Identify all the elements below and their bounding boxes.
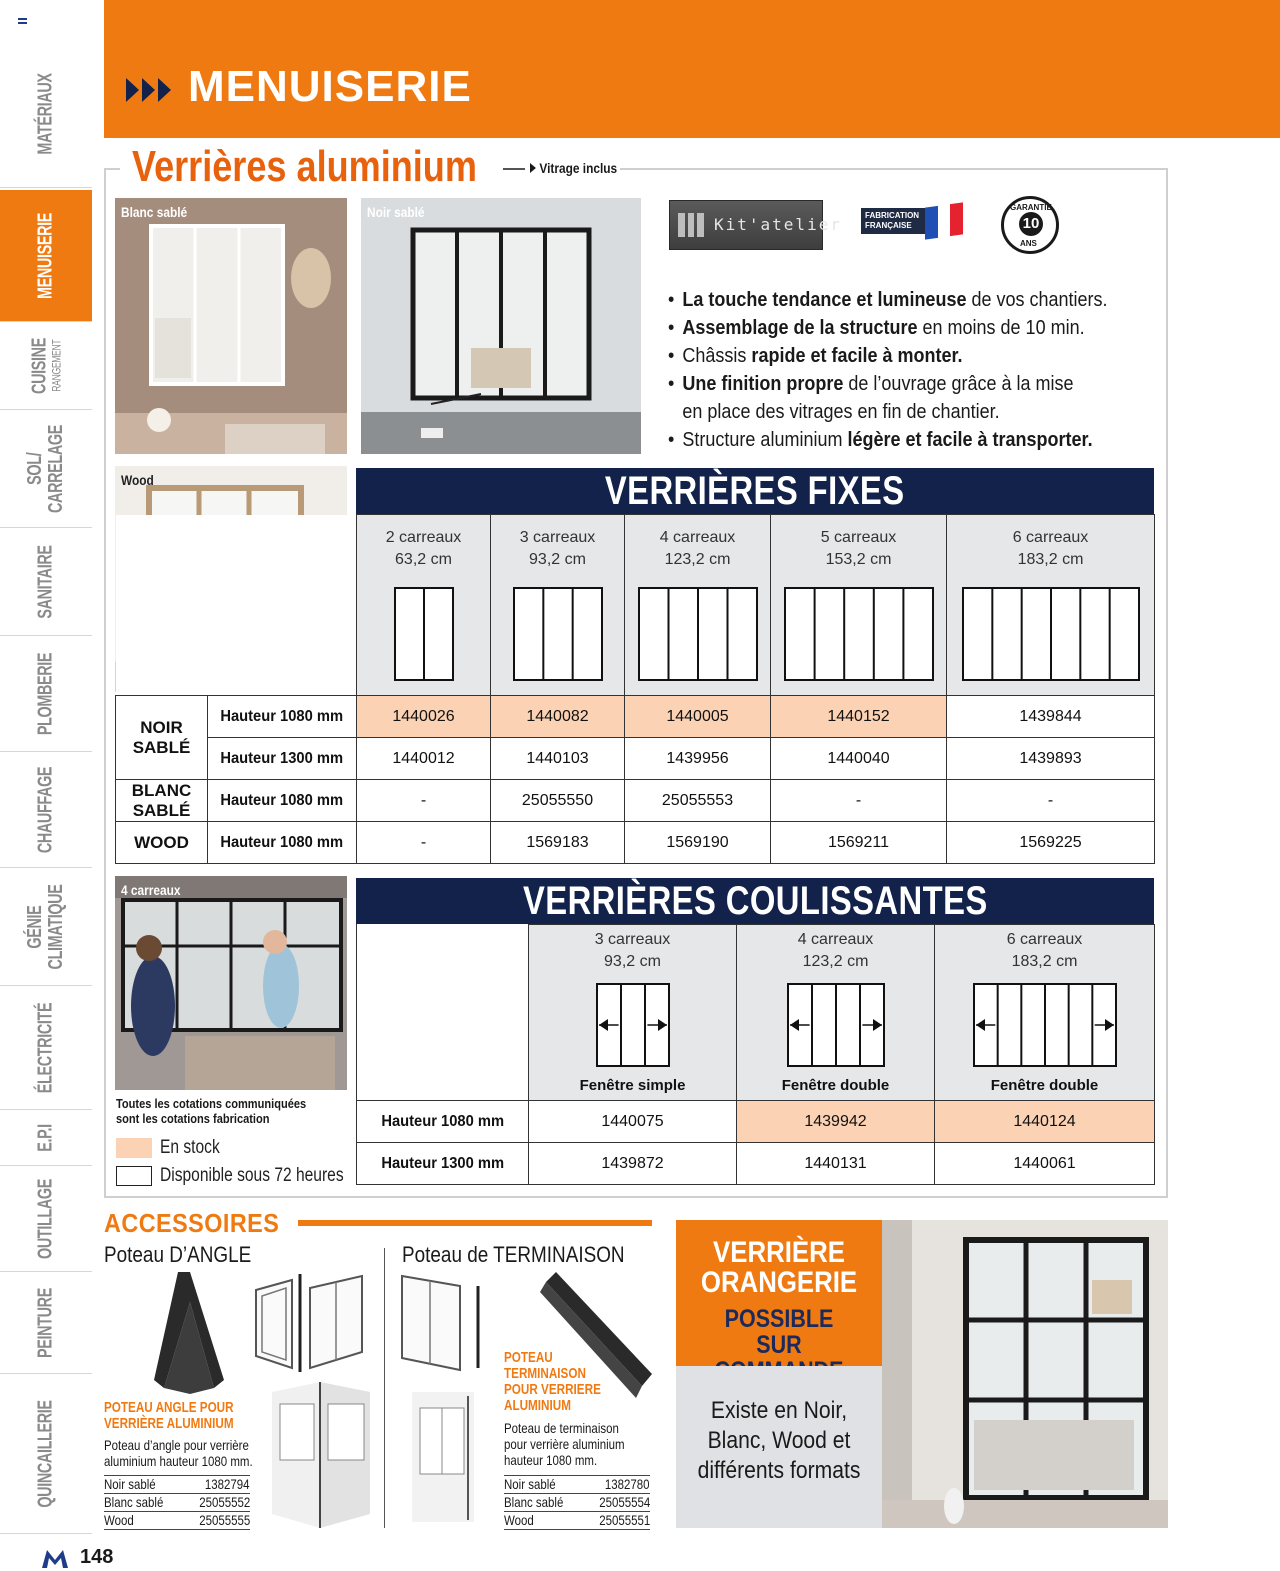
window-type: Fenêtre double (990, 1077, 1099, 1094)
reference-row (104, 1494, 250, 1512)
fixes-column-header (625, 515, 771, 696)
fixes-row (116, 696, 1155, 738)
orangerie-description-box (676, 1366, 882, 1528)
legend-stock-text: En stock (160, 1137, 220, 1158)
kit-logo-text: Kit'atelier (714, 215, 842, 234)
section-title: Verrières aluminium (132, 142, 477, 191)
column-name: 3 carreaux (519, 529, 596, 546)
row-label (208, 696, 357, 738)
fixes-row (116, 738, 1155, 780)
finish-label: Noir sablé (504, 1476, 556, 1492)
coulissantes-column-header (935, 925, 1155, 1101)
orangerie-desc-l2: Blanc, Wood et (707, 1427, 851, 1454)
sidebar-item-6[interactable] (0, 636, 92, 752)
legend-72h-text: Disponible sous 72 heures (160, 1165, 344, 1186)
column-name: 6 carreaux (1012, 529, 1089, 546)
fabrication-francaise-logo (861, 205, 965, 241)
reference-number: 25055552 (198, 1494, 250, 1510)
reference-row (504, 1476, 650, 1494)
sidebar-item-label-group (36, 196, 57, 315)
fab-line-2: FRANÇAISE (865, 221, 912, 230)
angle-name-l2: VERRIÈRE ALUMINIUM (104, 1415, 234, 1432)
sidebar-item-label-group (36, 1274, 57, 1371)
feature-text: Assemblage de la structure (682, 317, 918, 339)
window-4-pane-diagram (638, 587, 758, 681)
garantie-bottom: ANS (1020, 239, 1037, 248)
sliding-window-4-pane-diagram (787, 983, 885, 1067)
sidebar-item-7[interactable] (0, 752, 92, 868)
accessoires-divider (384, 1248, 385, 1528)
brand-logo-icon (42, 1548, 68, 1568)
sidebar-item-label-group (36, 752, 57, 868)
feature-item (668, 342, 1109, 370)
page-number: 148 (80, 1546, 114, 1568)
feature-item (668, 370, 1109, 398)
term-desc-l2: pour verrière aluminium (504, 1436, 625, 1452)
row-label (208, 780, 357, 822)
reference-row (504, 1512, 650, 1530)
row-label-text: Hauteur 1080 mm (220, 791, 344, 809)
kit-atelier-logo (669, 200, 842, 250)
sidebar-item-label: MENUISERIE (34, 212, 57, 299)
sidebar-item-label-group (30, 327, 63, 405)
row-label-text: Hauteur 1300 mm (381, 1154, 504, 1172)
reference-cell: 1440075 (529, 1101, 737, 1143)
orangerie-image (882, 1220, 1168, 1528)
sidebar-item-label: CUISINE (28, 337, 51, 394)
coulissantes-title-text: VERRIÈRES COULISSANTES (522, 878, 988, 923)
photo-noir-sable (361, 198, 641, 454)
poteau-terminaison-heading: Poteau de TERMINAISON (402, 1242, 625, 1267)
sidebar-item-label: QUINCAILLERIE (34, 1399, 57, 1508)
fab-line-1: FABRICATION (865, 211, 920, 220)
sidebar-item-sublabel: RANGEMENT (49, 339, 64, 392)
column-size: 93,2 cm (604, 953, 661, 970)
row-label-text: Hauteur 1080 mm (381, 1112, 504, 1130)
sidebar-item-2[interactable] (0, 190, 92, 322)
legend-72h (116, 1165, 384, 1187)
reference-row (504, 1494, 650, 1512)
sidebar-item-label-2: CARRELAGE (45, 424, 67, 513)
feature-item (668, 314, 1109, 342)
reference-number: 1382780 (605, 1476, 650, 1492)
window-3-pane-diagram (513, 587, 603, 681)
coulissantes-corner (357, 925, 529, 1101)
poteau-terminaison-diagram (400, 1272, 490, 1372)
feature-list (668, 286, 1158, 454)
sidebar-item-label: CHAUFFAGE (34, 766, 57, 853)
reference-number: 25055554 (598, 1494, 650, 1510)
noir-verriere-image (361, 198, 641, 454)
poteau-angle-room (272, 1382, 372, 1528)
reference-cell: 1440026 (357, 696, 491, 738)
reference-cell: 1440082 (491, 696, 625, 738)
finish-label: Blanc sablé (104, 1494, 164, 1510)
row-label (208, 822, 357, 864)
column-size: 153,2 cm (825, 551, 892, 568)
fixes-column-header (491, 515, 625, 696)
orangerie-desc-l1: Existe en Noir, (710, 1397, 848, 1424)
column-name: 5 carreaux (820, 529, 897, 546)
legend-en-stock (116, 1137, 233, 1159)
sidebar-item-10[interactable] (0, 1110, 92, 1166)
reference-cell: 1439942 (737, 1101, 935, 1143)
row-label-text: Hauteur 1300 mm (220, 749, 344, 767)
poteau-terminaison-refs (504, 1475, 650, 1530)
sidebar-item-12[interactable] (0, 1272, 92, 1374)
row-label (208, 738, 357, 780)
vitrage-note-text: Vitrage inclus (539, 160, 618, 176)
sidebar-item-8[interactable] (0, 868, 92, 986)
fixes-group-wood (116, 822, 208, 864)
finish-label: Wood (504, 1512, 534, 1528)
poteau-angle-name (104, 1400, 234, 1432)
column-name: 2 carreaux (385, 529, 462, 546)
term-name-l4: ALUMINIUM (504, 1397, 571, 1414)
feature-text: La touche tendance et lumineuse (682, 289, 967, 311)
reference-cell: 1439872 (529, 1143, 737, 1185)
sidebar-item-label: PLOMBERIE (34, 652, 57, 735)
angle-name-l1: POTEAU ANGLE POUR (104, 1399, 234, 1416)
fixes-row (116, 822, 1155, 864)
column-name: 6 carreaux (1006, 931, 1083, 948)
reference-cell: 25055553 (625, 780, 771, 822)
sidebar-item-label: OUTILLAGE (34, 1178, 57, 1259)
reference-cell: - (947, 780, 1155, 822)
finish-label: Blanc sablé (504, 1494, 564, 1510)
row-label-text: Hauteur 1080 mm (220, 707, 344, 725)
poteau-angle-desc (104, 1437, 253, 1469)
window-type: Fenêtre double (781, 1077, 890, 1094)
poteau-angle-image (150, 1272, 230, 1394)
fixes-header-row (116, 515, 1155, 696)
coulissantes-title (356, 878, 1154, 924)
column-size: 183,2 cm (1017, 551, 1084, 568)
poteau-terminaison-room (412, 1392, 474, 1522)
reference-cell: 1440124 (935, 1101, 1155, 1143)
column-size: 123,2 cm (664, 551, 731, 568)
reference-cell: 1439893 (947, 738, 1155, 780)
window-6-pane-diagram (962, 587, 1140, 681)
column-size: 123,2 cm (802, 953, 869, 970)
column-name: 3 carreaux (594, 931, 671, 948)
sidebar-item-3[interactable] (0, 322, 92, 410)
reference-cell: 1439844 (947, 696, 1155, 738)
sidebar-item-label: GÉNIE (24, 904, 46, 949)
sliding-window-3-pane-diagram (596, 983, 670, 1067)
column-size: 63,2 cm (395, 551, 452, 568)
fab-text (861, 208, 929, 234)
window-2-pane-diagram (394, 587, 454, 681)
reference-cell: 1569211 (771, 822, 947, 864)
finish-label: Noir sablé (104, 1476, 156, 1492)
fixes-title-text: VERRIÈRES FIXES (605, 468, 905, 513)
feature-text: de l’ouvrage grâce à la mise (843, 373, 1074, 395)
term-desc-l3: hauteur 1080 mm. (504, 1452, 598, 1468)
reference-cell: 1440005 (625, 696, 771, 738)
orangerie-desc-l3: différents formats (697, 1457, 861, 1484)
orangerie-sub-l2: SUR (756, 1331, 802, 1359)
reference-row (104, 1476, 250, 1494)
column-size: 183,2 cm (1011, 953, 1078, 970)
legend-swatch-72h (116, 1166, 152, 1186)
sidebar-item-label-2: CLIMATIQUE (45, 884, 67, 969)
window-type: Fenêtre simple (579, 1077, 686, 1094)
fixes-group-noir (116, 696, 208, 780)
sidebar-item-13[interactable] (0, 1374, 92, 1534)
side-nav (0, 0, 92, 1571)
frame-line (503, 168, 525, 170)
sidebar-item-9[interactable] (0, 986, 92, 1110)
term-name-l1: POTEAU (504, 1349, 553, 1366)
reference-cell: 1439956 (625, 738, 771, 780)
photo-4-carreaux (115, 876, 347, 1090)
sidebar-item-label-group (25, 410, 67, 528)
group-label: NOIR SABLÉ (132, 717, 191, 757)
sidebar-item-label: ÉLECTRICITÉ (34, 1002, 57, 1093)
orangerie-box (676, 1220, 882, 1366)
orangerie-title-l1: VERRIÈRE (713, 1236, 845, 1269)
frame-line (620, 168, 1168, 170)
term-name-l3: POUR VERRIERE (504, 1381, 601, 1398)
coulissantes-row (357, 1101, 1155, 1143)
sidebar-item-1[interactable] (0, 40, 92, 188)
garantie-10-ans-logo (1001, 196, 1059, 254)
reference-cell: 1440040 (771, 738, 947, 780)
term-desc-l1: Poteau de terminaison (504, 1420, 619, 1436)
sidebar-item-4[interactable] (0, 410, 92, 528)
angle-desc-l2: aluminium hauteur 1080 mm. (104, 1453, 253, 1469)
feature-text: Structure aluminium (682, 429, 848, 451)
sidebar-item-label-group (36, 1166, 57, 1272)
poteau-angle-diagram (252, 1272, 368, 1380)
vitrage-note (530, 160, 617, 176)
sidebar-item-label-group (36, 636, 57, 750)
play-icon (530, 163, 536, 173)
poteau-angle-refs (104, 1475, 250, 1530)
reference-cell: 1569225 (947, 822, 1155, 864)
reference-cell: 25055550 (491, 780, 625, 822)
reference-cell: 1440061 (935, 1143, 1155, 1185)
photo-orangerie (882, 1220, 1168, 1528)
poteau-terminaison-desc (504, 1420, 625, 1468)
sidebar-item-label: SOL/ (24, 452, 46, 485)
feature-item (668, 426, 1109, 454)
feature-text: Une finition propre (682, 373, 844, 395)
cotation-note: Toutes les cotations communiquées sont les cotations fabrication (116, 1096, 307, 1126)
sidebar-item-11[interactable] (0, 1166, 92, 1272)
feature-text: en place des vitrages en fin de chantier. (682, 401, 1000, 423)
fixes-column-header (947, 515, 1155, 696)
sliding-window-6-pane-diagram (973, 983, 1117, 1067)
angle-desc-l1: Poteau d’angle pour verrière (104, 1437, 249, 1453)
coulissante-image (115, 876, 347, 1090)
reference-row (104, 1512, 250, 1530)
photo-label: Noir sablé (367, 204, 425, 220)
accessoires-title: ACCESSOIRES (104, 1208, 280, 1238)
reference-cell: 1569190 (625, 822, 771, 864)
sidebar-item-label-group (36, 1379, 57, 1528)
garantie-top: GARANTIE (1010, 203, 1052, 212)
blanc-verriere-image (115, 198, 347, 454)
feature-text: de vos chantiers. (966, 289, 1108, 311)
sidebar-item-label-group (36, 57, 57, 170)
feature-item (668, 398, 1109, 426)
coulissantes-row (357, 1143, 1155, 1185)
reference-cell: 1440152 (771, 696, 947, 738)
menu-icon (18, 18, 27, 26)
fixes-row (116, 780, 1155, 822)
feature-item (668, 286, 1109, 314)
feature-text: rapide et facile à monter. (751, 345, 963, 367)
coulissantes-table (356, 924, 1155, 1185)
group-label: WOOD (134, 832, 189, 852)
reference-cell: - (357, 780, 491, 822)
frame-line (104, 168, 120, 170)
coulissantes-column-header (737, 925, 935, 1101)
fixes-column-header (357, 515, 491, 696)
french-flag-icon (925, 202, 963, 239)
column-size: 93,2 cm (529, 551, 586, 568)
reference-number: 1382794 (205, 1476, 250, 1492)
term-name-l2: TERMINAISON (504, 1365, 586, 1382)
reference-number: 25055551 (598, 1512, 650, 1528)
photo-label: Wood (121, 472, 154, 488)
sidebar-item-label: E.P.I (34, 1123, 57, 1152)
orangerie-description (688, 1396, 869, 1486)
orangerie-title (690, 1238, 867, 1298)
reference-number: 25055555 (198, 1512, 250, 1528)
reference-cell: 1569183 (491, 822, 625, 864)
sidebar-item-label: MATÉRIAUX (34, 72, 57, 155)
fixes-corner (116, 515, 357, 696)
row-label (357, 1101, 529, 1143)
photo-label: 4 carreaux (121, 882, 181, 898)
poteau-terminaison-name (504, 1350, 601, 1414)
feature-text: en moins de 10 min. (917, 317, 1085, 339)
coulissantes-header-row (357, 925, 1155, 1101)
accessoires-rule (298, 1220, 652, 1226)
group-label: BLANC SABLÉ (131, 780, 192, 820)
feature-text: légère et facile à transporter. (847, 429, 1093, 451)
finish-label: Wood (104, 1512, 134, 1528)
orangerie-title-l2: ORANGERIE (700, 1266, 858, 1299)
reference-cell: 1440103 (491, 738, 625, 780)
row-label-text: Hauteur 1080 mm (220, 833, 344, 851)
reference-cell: - (771, 780, 947, 822)
feature-text: Châssis (682, 345, 752, 367)
sidebar-item-label-group (36, 531, 57, 633)
reference-cell: - (357, 822, 491, 864)
sidebar-item-label: PEINTURE (34, 1287, 57, 1358)
sidebar-item-5[interactable] (0, 528, 92, 636)
photo-label: Blanc sablé (121, 204, 188, 220)
reference-cell: 1440131 (737, 1143, 935, 1185)
fixes-title (356, 468, 1154, 514)
garantie-number: 10 (1019, 212, 1043, 236)
legend-swatch-stock (116, 1138, 152, 1158)
reference-cell: 1440012 (357, 738, 491, 780)
fixes-group-blanc (116, 780, 208, 822)
sidebar-item-label-group (36, 1118, 57, 1156)
header-title: MENUISERIE (188, 62, 472, 111)
coulissantes-column-header (529, 925, 737, 1101)
orangerie-sub-l1: POSSIBLE (724, 1305, 834, 1333)
sidebar-item-label-group (25, 868, 67, 985)
photo-blanc-sable (115, 198, 347, 454)
poteau-angle-heading: Poteau D’ANGLE (104, 1242, 252, 1267)
double-chevron-icon (126, 76, 176, 104)
fixes-column-header (771, 515, 947, 696)
column-name: 4 carreaux (659, 529, 736, 546)
sidebar-item-label-group (36, 986, 57, 1110)
kit-bars-icon (678, 213, 704, 237)
column-name: 4 carreaux (797, 931, 874, 948)
sidebar-item-label: SANITAIRE (34, 544, 57, 619)
fixes-table (115, 514, 1155, 864)
window-5-pane-diagram (784, 587, 934, 681)
